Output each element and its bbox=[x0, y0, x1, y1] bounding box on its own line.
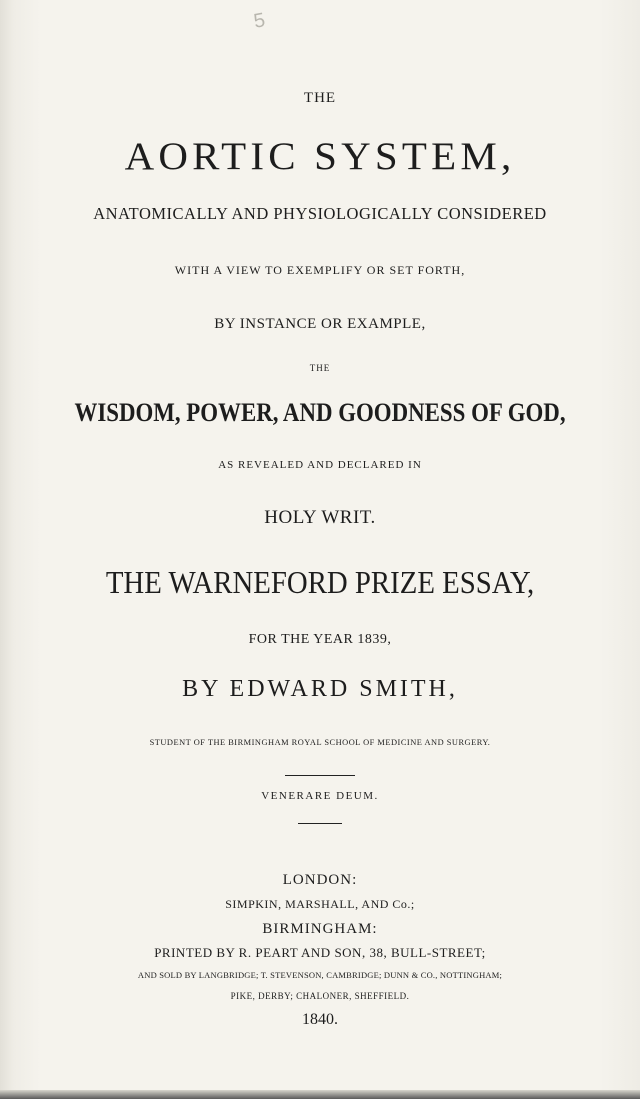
divider-rule bbox=[298, 823, 342, 824]
the-small: THE bbox=[309, 363, 331, 373]
holy-writ: HOLY WRIT. bbox=[264, 507, 376, 528]
prize-essay: THE WARNEFORD PRIZE ESSAY, bbox=[105, 564, 535, 600]
imprint-london: LONDON: bbox=[282, 872, 358, 888]
subtitle: ANATOMICALLY AND PHYSIOLOGICALLY CONSIDERED bbox=[93, 204, 547, 223]
motto: VENERARE DEUM. bbox=[261, 790, 379, 802]
imprint-london-publisher: SIMPKIN, MARSHALL, AND Co.; bbox=[225, 897, 415, 911]
divider-rule bbox=[285, 775, 355, 776]
wisdom-heading: WISDOM, POWER, AND GOODNESS OF GOD, bbox=[74, 398, 566, 427]
student-line: STUDENT OF THE BIRMINGHAM ROYAL SCHOOL OF MEDICINE AND SURGERY. bbox=[149, 738, 491, 747]
main-title: AORTIC SYSTEM, bbox=[124, 135, 516, 178]
imprint-sellers: AND SOLD BY LANGBRIDGE; T. STEVENSON, CAMBRIDGE; DUNN & CO., NOTTINGHAM; bbox=[137, 970, 503, 980]
page-bottom-edge bbox=[0, 1090, 640, 1099]
instance-line: BY INSTANCE OR EXAMPLE, bbox=[214, 316, 426, 332]
year-line: FOR THE YEAR 1839, bbox=[248, 632, 392, 647]
imprint-birmingham: BIRMINGHAM: bbox=[262, 921, 378, 937]
author-line: BY EDWARD SMITH, bbox=[182, 676, 458, 702]
imprint-date: 1840. bbox=[302, 1011, 338, 1028]
page-mark: 5 bbox=[252, 9, 267, 33]
imprint-sellers: PIKE, DERBY; CHALONER, SHEFFIELD. bbox=[230, 991, 410, 1001]
imprint-printer: PRINTED BY R. PEART AND SON, 38, BULL-STREET; bbox=[154, 945, 486, 960]
revealed-line: AS REVEALED AND DECLARED IN bbox=[218, 459, 422, 471]
the-heading: THE bbox=[303, 90, 337, 106]
view-line: WITH A VIEW TO EXEMPLIFY OR SET FORTH, bbox=[174, 263, 466, 277]
